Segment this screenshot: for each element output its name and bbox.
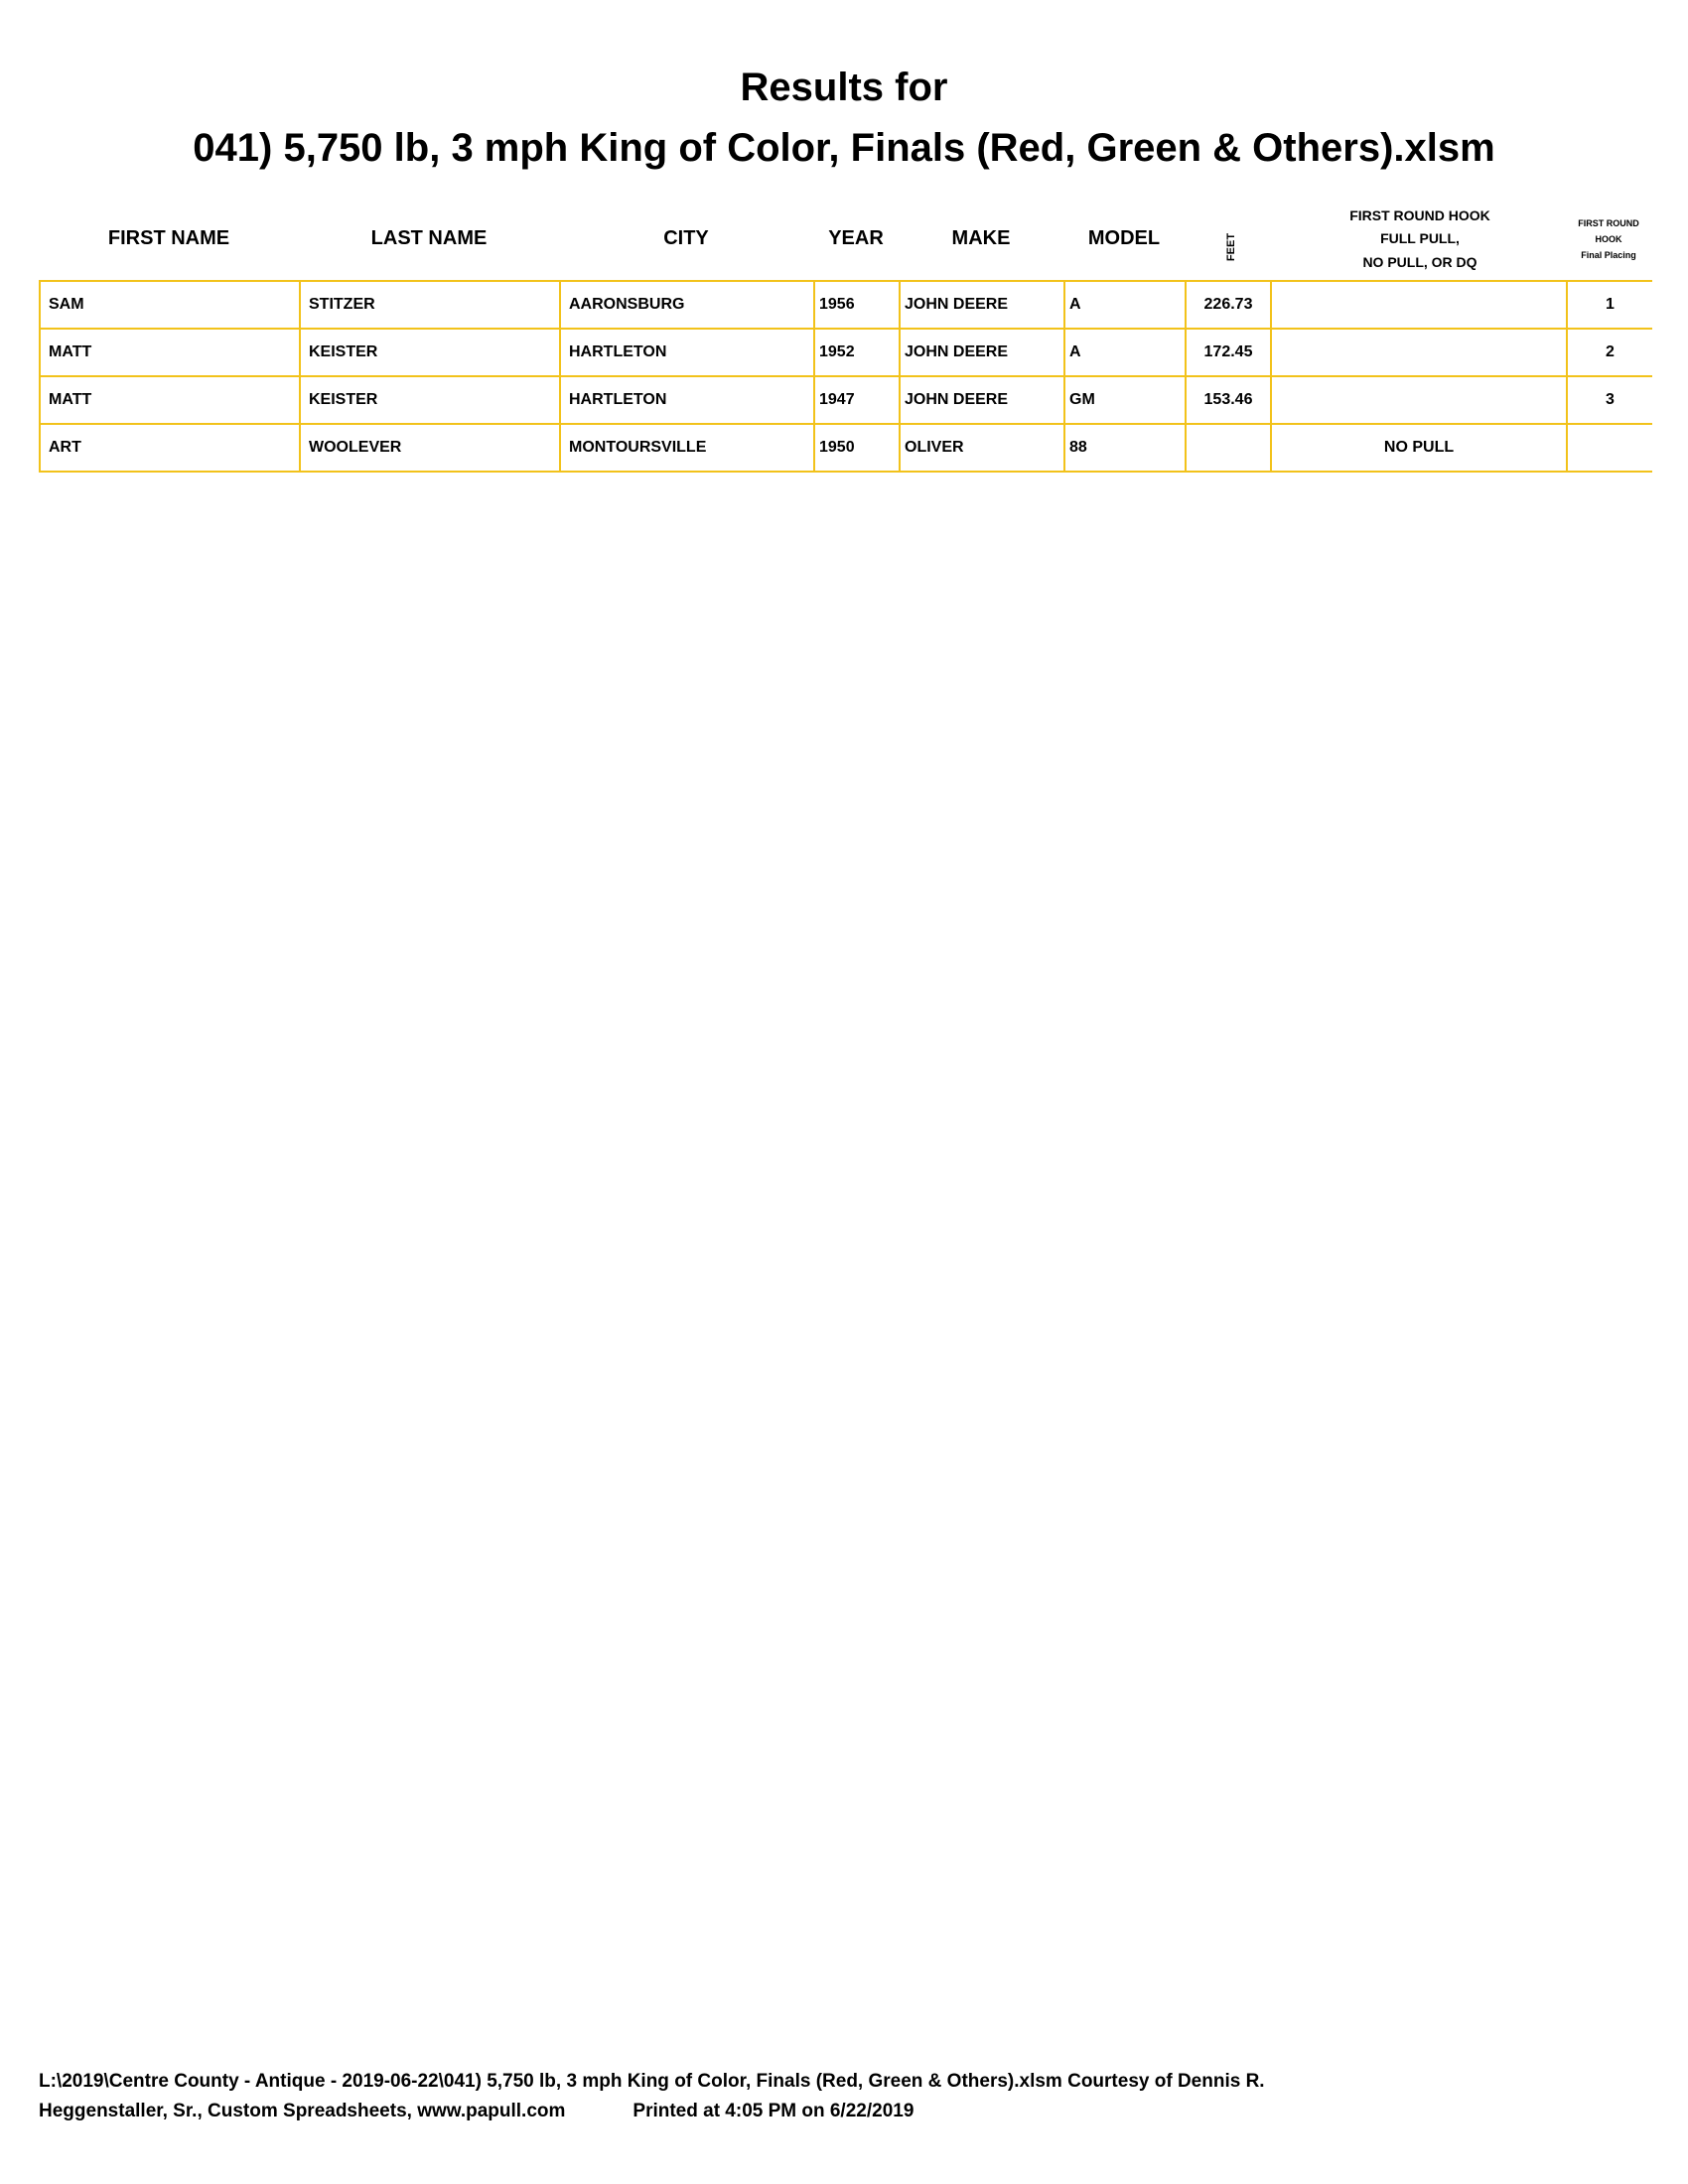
- header-make: MAKE: [951, 227, 1011, 249]
- header-first-round-hook-line1: FIRST ROUND HOOK: [1349, 207, 1490, 223]
- cell-place: 3: [1567, 376, 1652, 424]
- footer-line2: [39, 2097, 1647, 2126]
- table-row: [40, 329, 1652, 376]
- table-row: [40, 424, 1652, 472]
- cell-last-name: WOOLEVER: [300, 424, 560, 472]
- cell-city: AARONSBURG: [560, 281, 814, 329]
- table-row: [40, 281, 1652, 329]
- header-model: MODEL: [1087, 227, 1161, 249]
- footer-line1: L:\2019\Centre County - Antique - 2019-06-22\041) 5,750 lb, 3 mph King of Color, Finals (Red, Green & Others).xlsm Courtesy of Dennis R.: [39, 2071, 1265, 2092]
- cell-last-name: STITZER: [300, 281, 560, 329]
- cell-city: MONTOURSVILLE: [560, 424, 814, 472]
- cell-place: 1: [1567, 281, 1652, 329]
- cell-model: A: [1064, 281, 1186, 329]
- cell-last-name: KEISTER: [300, 376, 560, 424]
- header-feet: FEET: [1225, 232, 1237, 262]
- cell-place: 2: [1567, 329, 1652, 376]
- cell-place: [1567, 424, 1652, 472]
- cell-model: 88: [1064, 424, 1186, 472]
- footer-credit: Heggenstaller, Sr., Custom Spreadsheets, www.papull.com: [39, 2101, 566, 2121]
- cell-status: [1271, 281, 1567, 329]
- header-first-round-hook-line3: NO PULL, OR DQ: [1362, 254, 1477, 270]
- header-final-placing-line3: Final Placing: [1581, 250, 1636, 260]
- cell-city: HARTLETON: [560, 376, 814, 424]
- cell-make: JOHN DEERE: [900, 376, 1064, 424]
- report-title-line1: Results for: [740, 66, 948, 109]
- cell-first-name: MATT: [40, 376, 300, 424]
- cell-status: [1271, 329, 1567, 376]
- header-final-placing-line1: FIRST ROUND: [1578, 218, 1639, 228]
- header-first-name: FIRST NAME: [107, 227, 230, 249]
- cell-make: JOHN DEERE: [900, 281, 1064, 329]
- header-final-placing-line2: HOOK: [1595, 234, 1622, 244]
- cell-first-name: MATT: [40, 329, 300, 376]
- cell-make: JOHN DEERE: [900, 329, 1064, 376]
- cell-first-name: SAM: [40, 281, 300, 329]
- cell-last-name: KEISTER: [300, 329, 560, 376]
- footer-printed-at: Printed at 4:05 PM on 6/22/2019: [633, 2101, 914, 2121]
- results-table: [39, 280, 1652, 473]
- cell-status: NO PULL: [1271, 424, 1567, 472]
- cell-first-name: ART: [40, 424, 300, 472]
- table-row: [40, 376, 1652, 424]
- cell-feet: [1186, 424, 1271, 472]
- cell-model: A: [1064, 329, 1186, 376]
- cell-year: 1952: [814, 329, 900, 376]
- header-last-name: LAST NAME: [370, 227, 488, 249]
- header-first-round-hook-line2: FULL PULL,: [1380, 230, 1460, 246]
- cell-year: 1956: [814, 281, 900, 329]
- cell-year: 1950: [814, 424, 900, 472]
- header-year: YEAR: [828, 227, 884, 249]
- cell-year: 1947: [814, 376, 900, 424]
- cell-feet: 153.46: [1186, 376, 1271, 424]
- cell-city: HARTLETON: [560, 329, 814, 376]
- cell-make: OLIVER: [900, 424, 1064, 472]
- header-city: CITY: [663, 227, 709, 249]
- report-title-line2: 041) 5,750 lb, 3 mph King of Color, Finals (Red, Green & Others).xlsm: [193, 126, 1495, 170]
- cell-feet: 172.45: [1186, 329, 1271, 376]
- cell-feet: 226.73: [1186, 281, 1271, 329]
- cell-model: GM: [1064, 376, 1186, 424]
- cell-status: [1271, 376, 1567, 424]
